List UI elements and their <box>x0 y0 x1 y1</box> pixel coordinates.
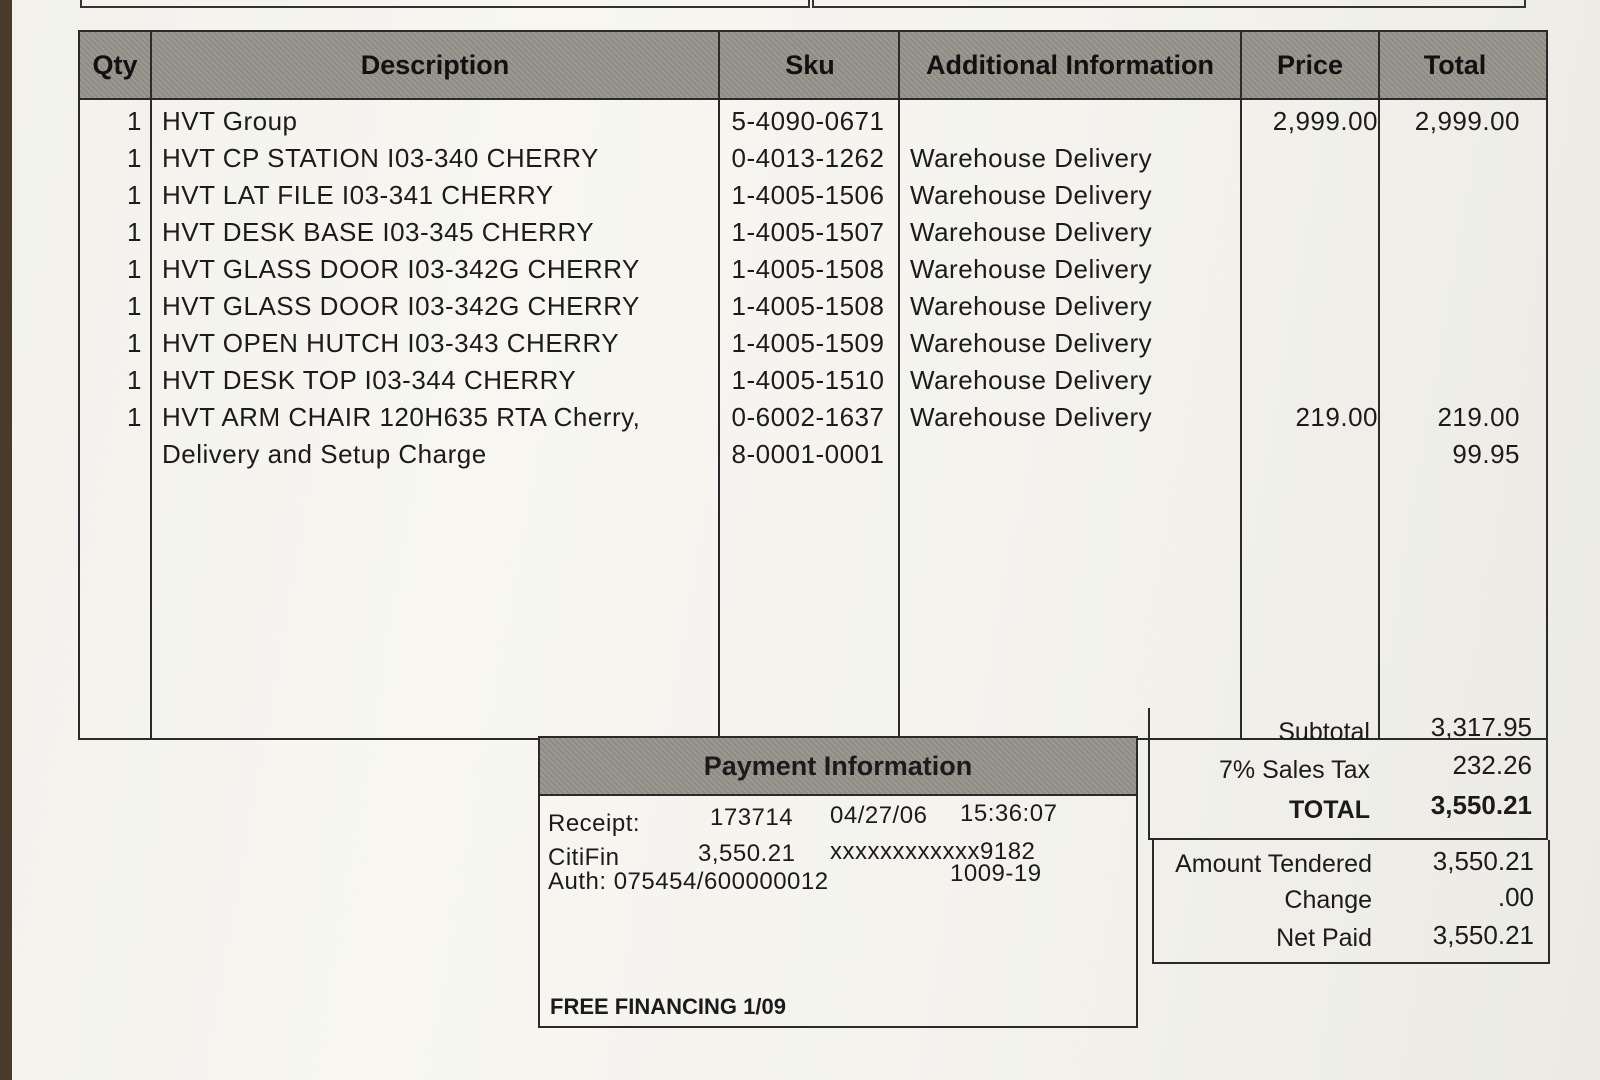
receipt-time: 15:36:07 <box>960 800 1058 827</box>
cell-info: Warehouse Delivery <box>910 291 1153 321</box>
items-table <box>78 30 1548 740</box>
cell-qty: 1 <box>127 180 142 210</box>
cell-sku: 1-4005-1510 <box>731 365 885 395</box>
totals-box <box>1148 708 1548 840</box>
cell-total: 219.00 <box>1437 402 1520 432</box>
cell-description: HVT DESK TOP I03-344 CHERRY <box>162 365 577 395</box>
cell-total: 99.95 <box>1452 439 1520 469</box>
cell-qty: 1 <box>127 328 142 358</box>
col-price: Price <box>1276 49 1344 80</box>
col-qty: Qty <box>92 49 138 80</box>
tax-value: 232.26 <box>1452 750 1532 780</box>
cell-sku: 1-4005-1508 <box>731 291 885 321</box>
cell-qty: 1 <box>127 402 142 432</box>
cell-sku: 0-6002-1637 <box>731 402 885 432</box>
receipt-label: Receipt: <box>548 810 641 837</box>
cell-description: HVT Group <box>162 106 298 136</box>
cell-qty: 1 <box>127 291 142 321</box>
table-row <box>80 106 1546 143</box>
cell-description: HVT ARM CHAIR 120H635 RTA Cherry, <box>162 402 641 432</box>
net-paid-label: Net Paid <box>1276 924 1372 952</box>
cell-price: 219.00 <box>1295 402 1378 432</box>
total-value: 3,550.21 <box>1430 790 1532 820</box>
cell-info: Warehouse Delivery <box>910 217 1153 247</box>
table-row <box>80 180 1546 217</box>
tax-label: 7% Sales Tax <box>1218 756 1370 784</box>
cell-description: HVT DESK BASE I03-345 CHERRY <box>162 217 595 247</box>
receipt-date: 04/27/06 <box>830 802 928 829</box>
cell-qty: 1 <box>127 143 142 173</box>
cell-sku: 1-4005-1507 <box>731 217 885 247</box>
cell-total: 2,999.00 <box>1414 106 1520 136</box>
cell-qty: 1 <box>127 365 142 395</box>
cell-sku: 5-4090-0671 <box>731 106 885 136</box>
cell-description: HVT GLASS DOOR I03-342G CHERRY <box>162 291 640 321</box>
cell-description: HVT OPEN HUTCH I03-343 CHERRY <box>162 328 620 358</box>
cell-sku: 1-4005-1509 <box>731 328 885 358</box>
table-row <box>80 365 1546 402</box>
net-paid-value: 3,550.21 <box>1432 920 1534 950</box>
financing-note: FREE FINANCING 1/09 <box>550 994 786 1019</box>
cell-qty: 1 <box>127 254 142 284</box>
table-row <box>80 328 1546 365</box>
col-total: Total <box>1423 49 1487 80</box>
subtotal-value: 3,317.95 <box>1430 712 1532 742</box>
expiry: 1009-19 <box>950 860 1042 887</box>
tender-box <box>1152 840 1550 964</box>
table-row <box>80 439 1546 476</box>
cell-price: 2,999.00 <box>1272 106 1378 136</box>
auth-code: Auth: 075454/600000012 <box>548 868 829 895</box>
cell-description: HVT CP STATION I03-340 CHERRY <box>162 143 599 173</box>
items-table-header <box>80 32 1546 100</box>
cell-description: HVT GLASS DOOR I03-342G CHERRY <box>162 254 640 284</box>
payment-amount: 3,550.21 <box>698 840 796 867</box>
cell-description: Delivery and Setup Charge <box>162 439 487 469</box>
total-label: TOTAL <box>1288 796 1370 824</box>
receipt-number: 173714 <box>710 804 794 831</box>
payment-title: Payment Information <box>540 738 1136 796</box>
cell-info: Warehouse Delivery <box>910 254 1153 284</box>
col-description: Description <box>360 49 510 80</box>
table-row <box>80 402 1546 439</box>
cell-info: Warehouse Delivery <box>910 328 1153 358</box>
col-sku: Sku <box>785 49 835 80</box>
cell-qty: 1 <box>127 217 142 247</box>
table-row <box>80 143 1546 180</box>
cell-sku: 1-4005-1508 <box>731 254 885 284</box>
tendered-value: 3,550.21 <box>1432 846 1534 876</box>
cell-sku: 1-4005-1506 <box>731 180 885 210</box>
payment-method: CitiFin <box>548 844 620 871</box>
tendered-label: Amount Tendered <box>1175 850 1372 878</box>
cell-info: Warehouse Delivery <box>910 402 1153 432</box>
cell-info: Warehouse Delivery <box>910 180 1153 210</box>
cell-description: HVT LAT FILE I03-341 CHERRY <box>162 180 554 210</box>
cell-sku: 8-0001-0001 <box>731 439 885 469</box>
cell-qty: 1 <box>127 106 142 136</box>
cell-info: Warehouse Delivery <box>910 365 1153 395</box>
change-value: .00 <box>1497 882 1534 912</box>
cell-sku: 0-4013-1262 <box>731 143 885 173</box>
header-box-left <box>80 0 810 8</box>
col-additional: Additional Information <box>926 49 1214 80</box>
payment-info-box <box>538 736 1138 1028</box>
table-row <box>80 291 1546 328</box>
subtotal-label: Subtotal <box>1278 718 1370 746</box>
header-box-right <box>812 0 1526 8</box>
table-row <box>80 217 1546 254</box>
table-row <box>80 254 1546 291</box>
card-number: xxxxxxxxxxxx9182 <box>830 838 1036 865</box>
change-label: Change <box>1284 886 1372 914</box>
receipt-paper <box>12 0 1600 1080</box>
cell-info: Warehouse Delivery <box>910 143 1153 173</box>
